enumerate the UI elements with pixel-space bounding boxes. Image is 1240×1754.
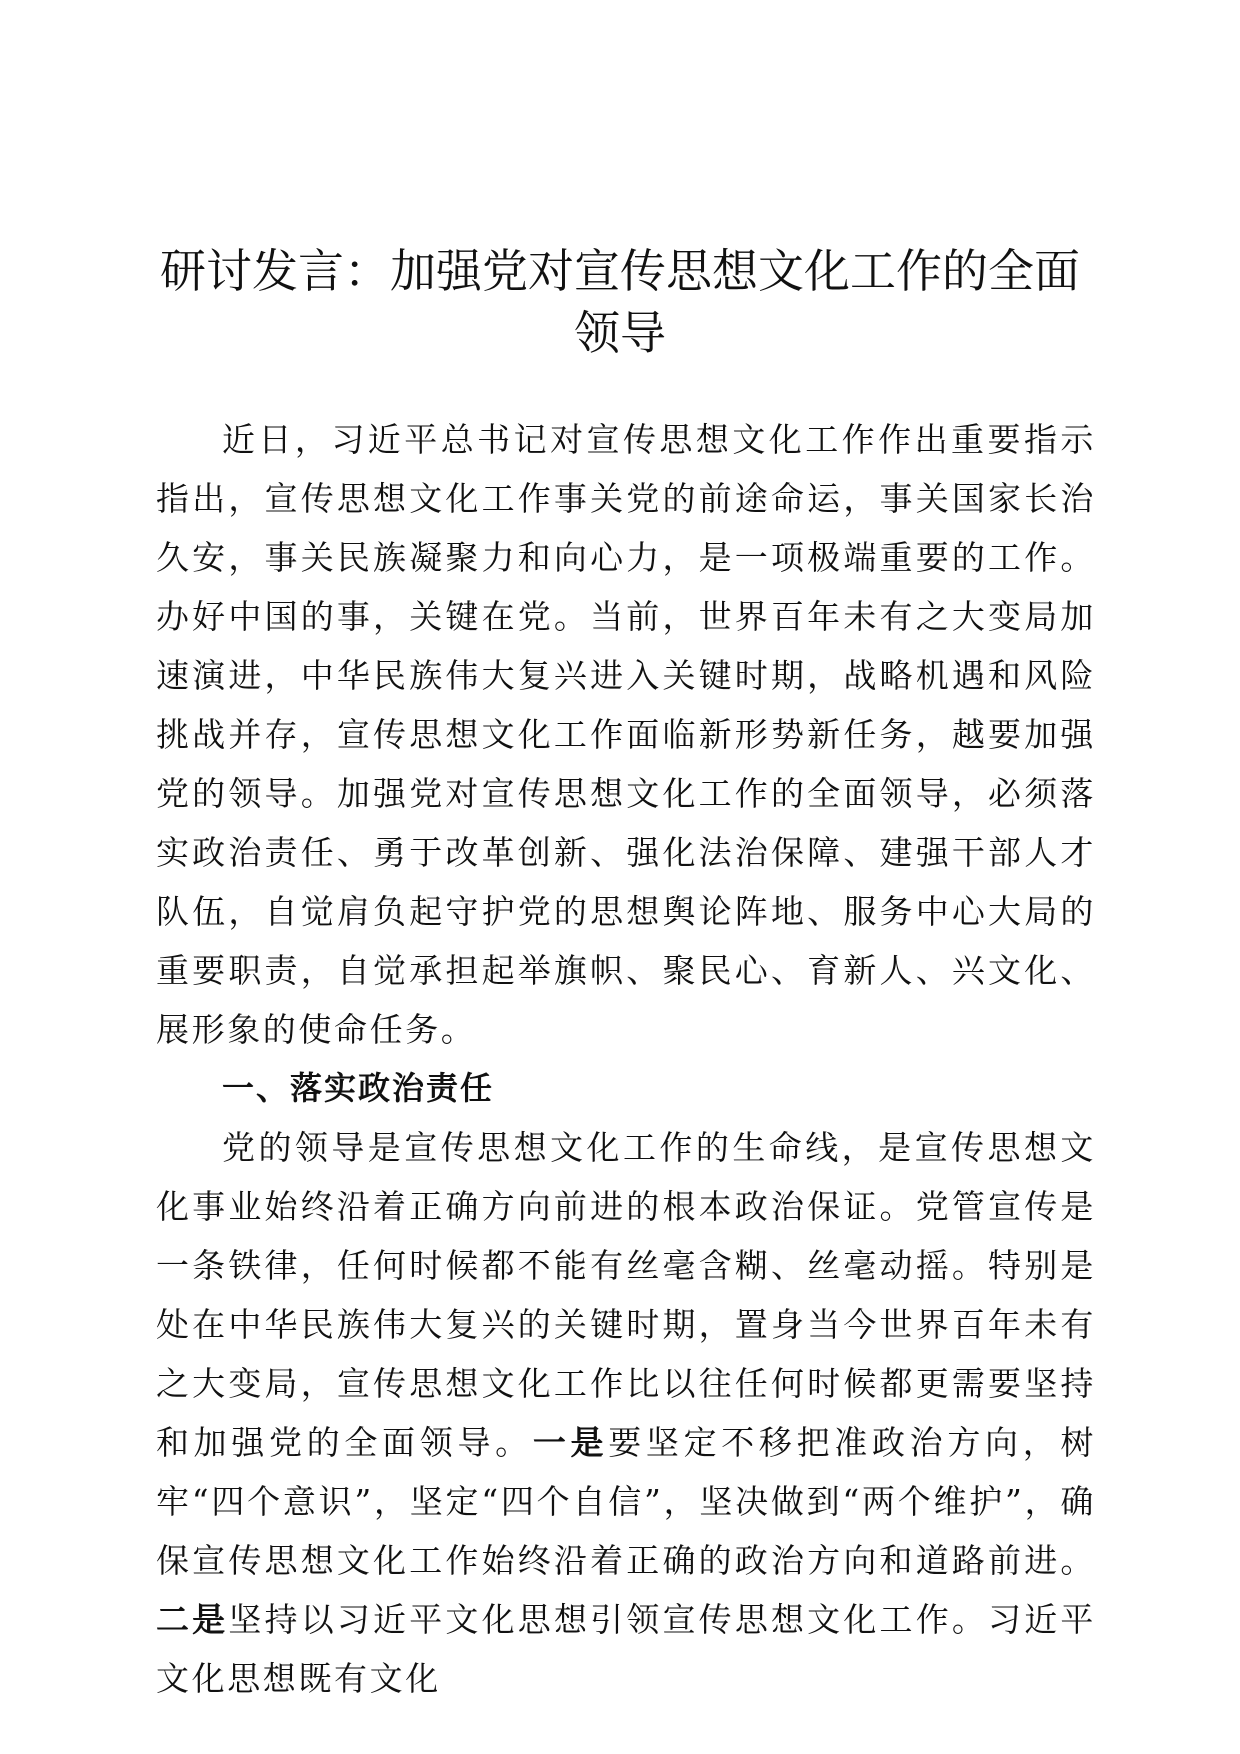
section-paragraph — [156, 1118, 1096, 1708]
section-text-a: 党的领导是宣传思想文化工作的生命线，是宣传思想文化事业始终沿着正确方向前进的根本政治保证。党管宣传是一条铁律，任何时候都不能有丝毫含糊、丝毫动摇。特别是处在中华民族伟大复兴的关键时期，置身当今世界百年未有之大变局，宣传思想文化工作比以往任何时候都更需要坚持和加强党的全面领导。 — [156, 1128, 1096, 1462]
document-title: 研讨发言：加强党对宣传思想文化工作的全面领导 — [160, 244, 1080, 360]
intro-paragraph: 近日，习近平总书记对宣传思想文化工作作出重要指示指出，宣传思想文化工作事关党的前途命运，事关国家长治久安，事关民族凝聚力和向心力，是一项极端重要的工作。办好中国的事，关键在党。当前，世界百年未有之大变局加速演进，中华民族伟大复兴进入关键时期，战略机遇和风险挑战并存，宣传思想文化工作面临新形势新任务，越要加强党的领导。加强党对宣传思想文化工作的全面领导，必须落实政治责任、勇于改革创新、强化法治保障、建强干部人才队伍，自觉肩负起守护党的思想舆论阵地、服务中心大局的重要职责，自觉承担起举旗帜、聚民心、育新人、兴文化、展形象的使命任务。 — [156, 420, 1096, 1049]
section-heading: 一、落实政治责任 — [222, 1069, 495, 1107]
section-text-b: 要坚定不移把准政治方向，树牢“四个意识”，坚定“四个自信”，坚决做到“两个维护”，确保宣传思想文化工作始终沿着正确的政治方向和道路前进。 — [156, 1423, 1096, 1580]
point-marker-2: 二是 — [156, 1600, 229, 1639]
section-text-c: 坚持以习近平文化思想引领宣传思想文化工作。习近平文化思想既有文化 — [156, 1600, 1096, 1698]
document-body — [156, 410, 1096, 1708]
point-marker-1: 一是 — [532, 1423, 609, 1462]
